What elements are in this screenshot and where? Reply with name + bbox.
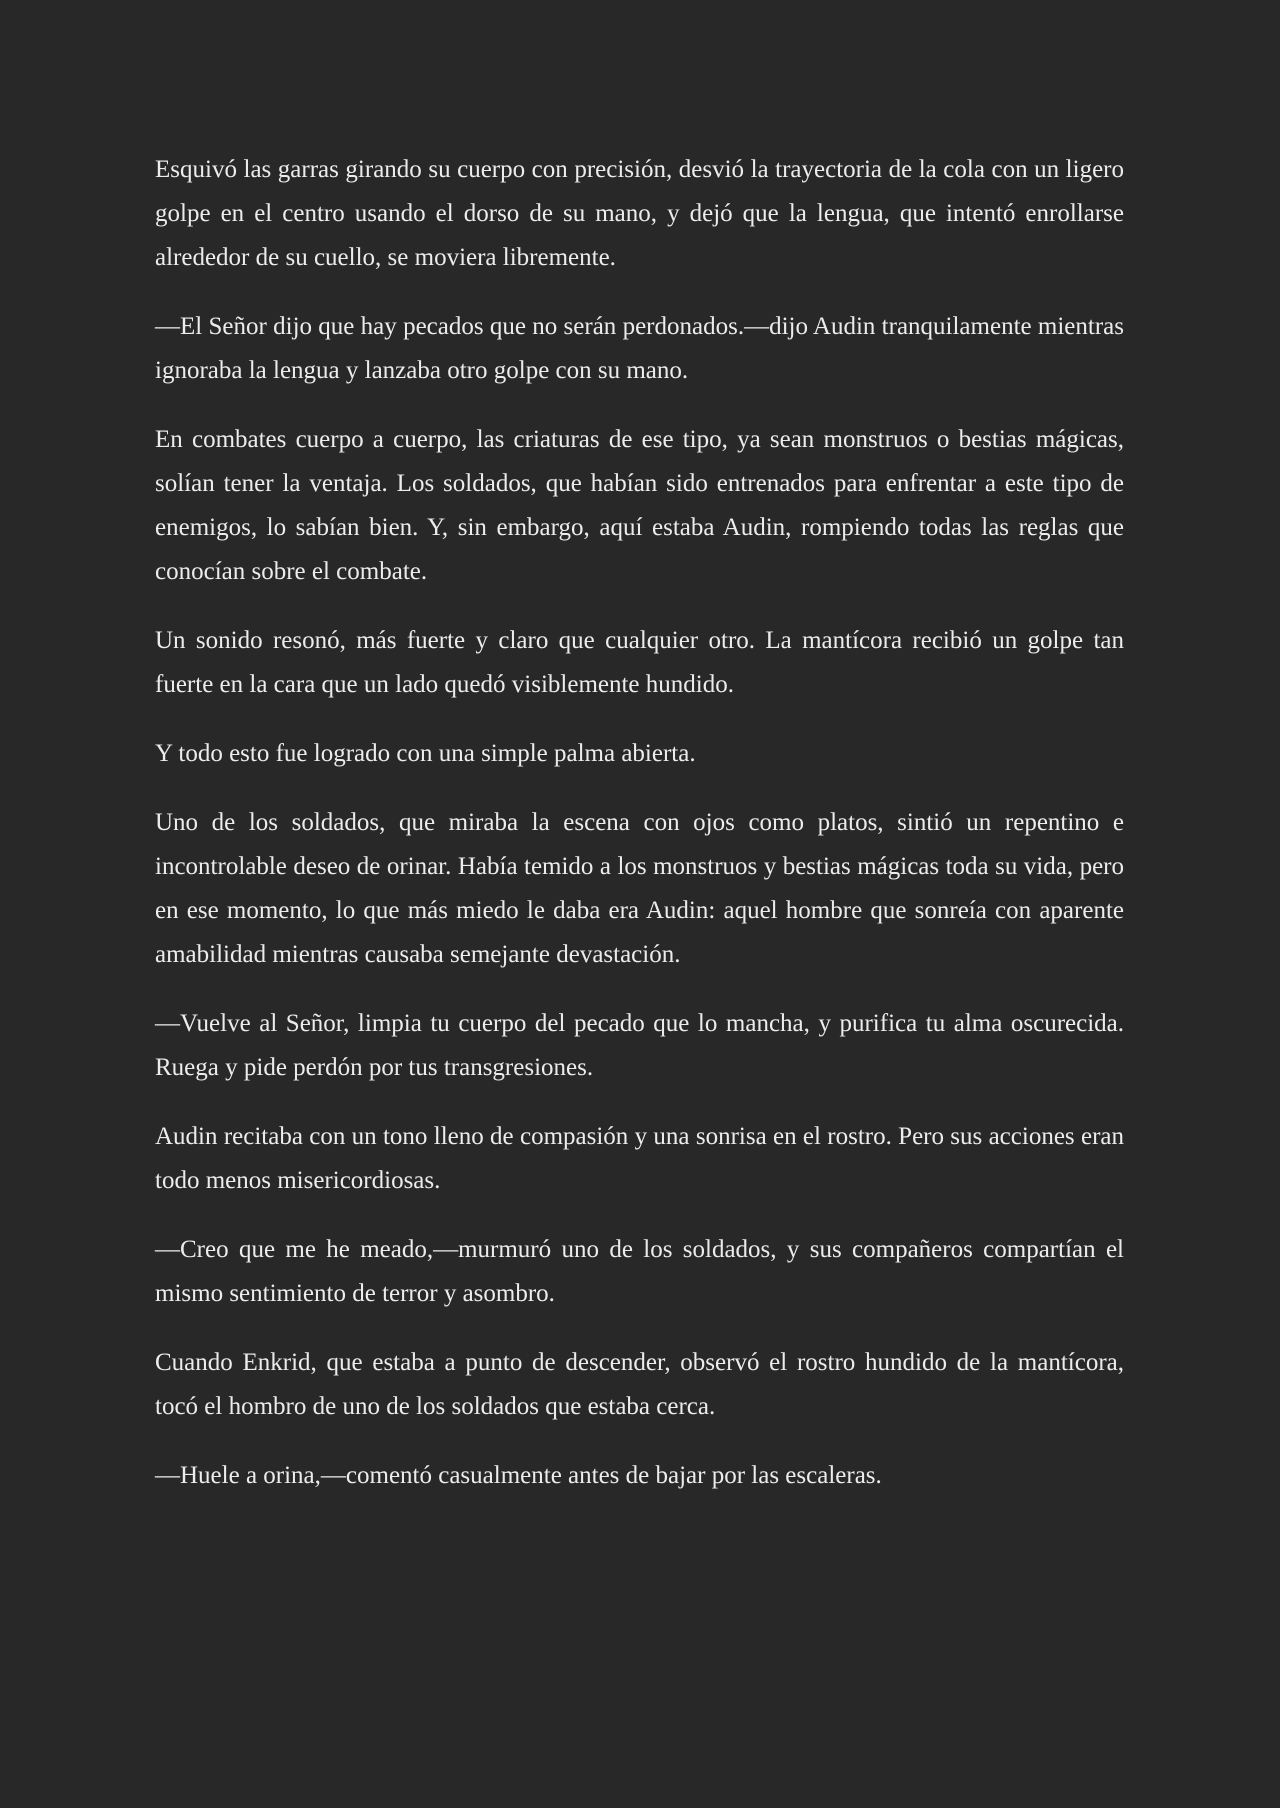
paragraph-3: En combates cuerpo a cuerpo, las criaturas de ese tipo, ya sean monstruos o bestias mágicas, solían tener la ventaja. Los soldados, que habían sido entrenados para enfrentar a este tipo de enemigos, lo sabían bien. Y, sin embargo, aquí estaba Audin, rompiendo todas las reglas que conocían sobre el combate. xyxy=(155,426,1124,585)
paragraph-7: —Vuelve al Señor, limpia tu cuerpo del pecado que lo mancha, y purifica tu alma oscurecida. Ruega y pide perdón por tus transgresiones. xyxy=(155,1010,1124,1081)
paragraph-5: Y todo esto fue logrado con una simple palma abierta. xyxy=(155,740,696,767)
paragraph-1: Esquivó las garras girando su cuerpo con precisión, desvió la trayectoria de la cola con un ligero golpe en el centro usando el dorso de su mano, y dejó que la lengua, que intentó enrollarse alrededor de su cuello, se moviera libremente. xyxy=(155,156,1124,271)
paragraph-6: Uno de los soldados, que miraba la escena con ojos como platos, sintió un repentino e incontrolable deseo de orinar. Había temido a los monstruos y bestias mágicas toda su vida, pero en ese momento, lo que más miedo le daba era Audin: aquel hombre que sonreía con aparente amabilidad mientras causaba semejante devastación. xyxy=(155,809,1124,968)
paragraph-4: Un sonido resonó, más fuerte y claro que cualquier otro. La mantícora recibió un golpe tan fuerte en la cara que un lado quedó visiblemente hundido. xyxy=(155,627,1124,698)
paragraph-8: Audin recitaba con un tono lleno de compasión y una sonrisa en el rostro. Pero sus acciones eran todo menos misericordiosas. xyxy=(155,1123,1124,1194)
paragraph-11: —Huele a orina,—comentó casualmente antes de bajar por las escaleras. xyxy=(155,1462,882,1489)
paragraph-9: —Creo que me he meado,—murmuró uno de los soldados, y sus compañeros compartían el mismo sentimiento de terror y asombro. xyxy=(155,1236,1124,1307)
paragraph-10: Cuando Enkrid, que estaba a punto de descender, observó el rostro hundido de la mantícora, tocó el hombro de uno de los soldados que estaba cerca. xyxy=(155,1349,1124,1420)
chapter-text xyxy=(155,148,1124,1523)
paragraph-2: —El Señor dijo que hay pecados que no serán perdonados.—dijo Audin tranquilamente mientras ignoraba la lengua y lanzaba otro golpe con su mano. xyxy=(155,313,1124,384)
